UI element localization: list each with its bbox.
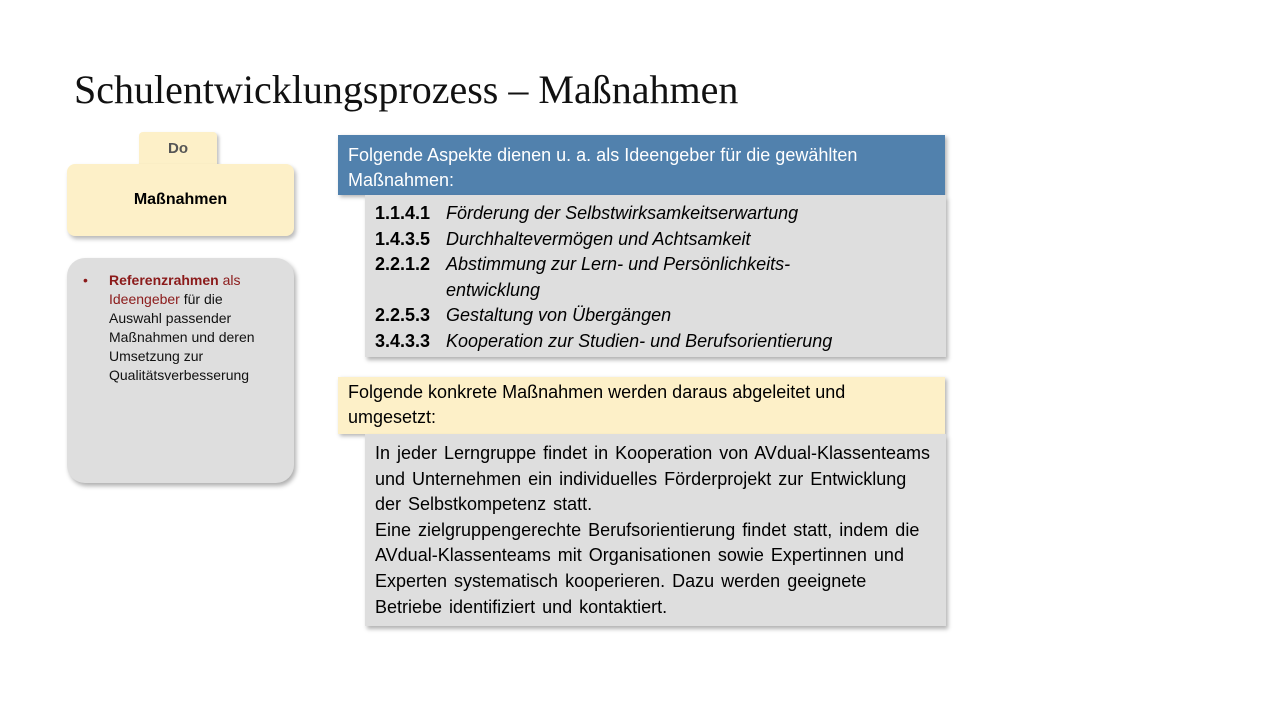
aspect-number: 1.1.4.1: [375, 203, 431, 223]
aspect-number: 2.2.5.3: [375, 305, 431, 325]
aspect-number: 1.4.3.5: [375, 228, 431, 249]
reference-rest: für die Auswahl passender Maßnahmen und deren Umsetzung zur Qualitätsverbesserung: [109, 291, 255, 383]
aspect-text: Kooperation zur Studien- und Berufsorientierung: [446, 330, 833, 351]
aspect-text: Gestaltung von Übergängen: [446, 305, 672, 325]
reference-text: [109, 271, 274, 385]
aspect-text: Förderung der Selbstwirksamkeitserwartung: [446, 203, 799, 223]
aspect-text: Durchhaltevermögen und Achtsamkeit: [446, 228, 751, 249]
reference-term: Referenzrahmen: [109, 272, 219, 288]
page-title: Schulentwicklungsprozess – Maßnahmen: [74, 67, 739, 112]
aspects-list: [365, 195, 946, 357]
reference-box: [67, 258, 294, 483]
aspects-header: Folgende Aspekte dienen u. a. als Ideengeber für die gewählten Maßnahmen:: [338, 135, 945, 195]
measures-paragraph-1: In jeder Lerngruppe findet in Kooperation von AVdual-Klassenteams und Unternehmen ein individuelles Förderprojekt zur Entwicklung der Selbstkompetenz statt.: [375, 443, 931, 515]
phase-tab: Do: [139, 132, 217, 168]
aspect-number: 2.2.1.2: [375, 254, 431, 274]
reference-item: [83, 271, 274, 385]
aspect-item: [375, 201, 936, 227]
stage-label: Maßnahmen: [67, 164, 294, 236]
reference-ideengeber: Ideengeber: [109, 291, 180, 307]
reference-als: als: [218, 272, 241, 288]
aspect-item: [375, 329, 936, 355]
aspect-item: [375, 303, 936, 329]
measures-body: [365, 434, 946, 626]
aspect-item: [375, 227, 936, 253]
aspect-item: [375, 252, 936, 303]
aspect-number: 3.4.3.3: [375, 330, 431, 351]
measures-paragraph-2: Eine zielgruppengerechte Berufsorientierung findet statt, indem die AVdual-Klassenteams mit Organisationen sowie Expertinnen und Experten systematisch kooperieren. Dazu werden geeignete Betriebe identifiziert und kontaktiert.: [375, 519, 920, 617]
bullet-icon: •: [83, 272, 88, 288]
measures-header: Folgende konkrete Maßnahmen werden daraus abgeleitet und umgesetzt:: [338, 377, 945, 434]
aspect-text: Abstimmung zur Lern- und Persönlichkeits-entwicklung: [446, 254, 791, 300]
